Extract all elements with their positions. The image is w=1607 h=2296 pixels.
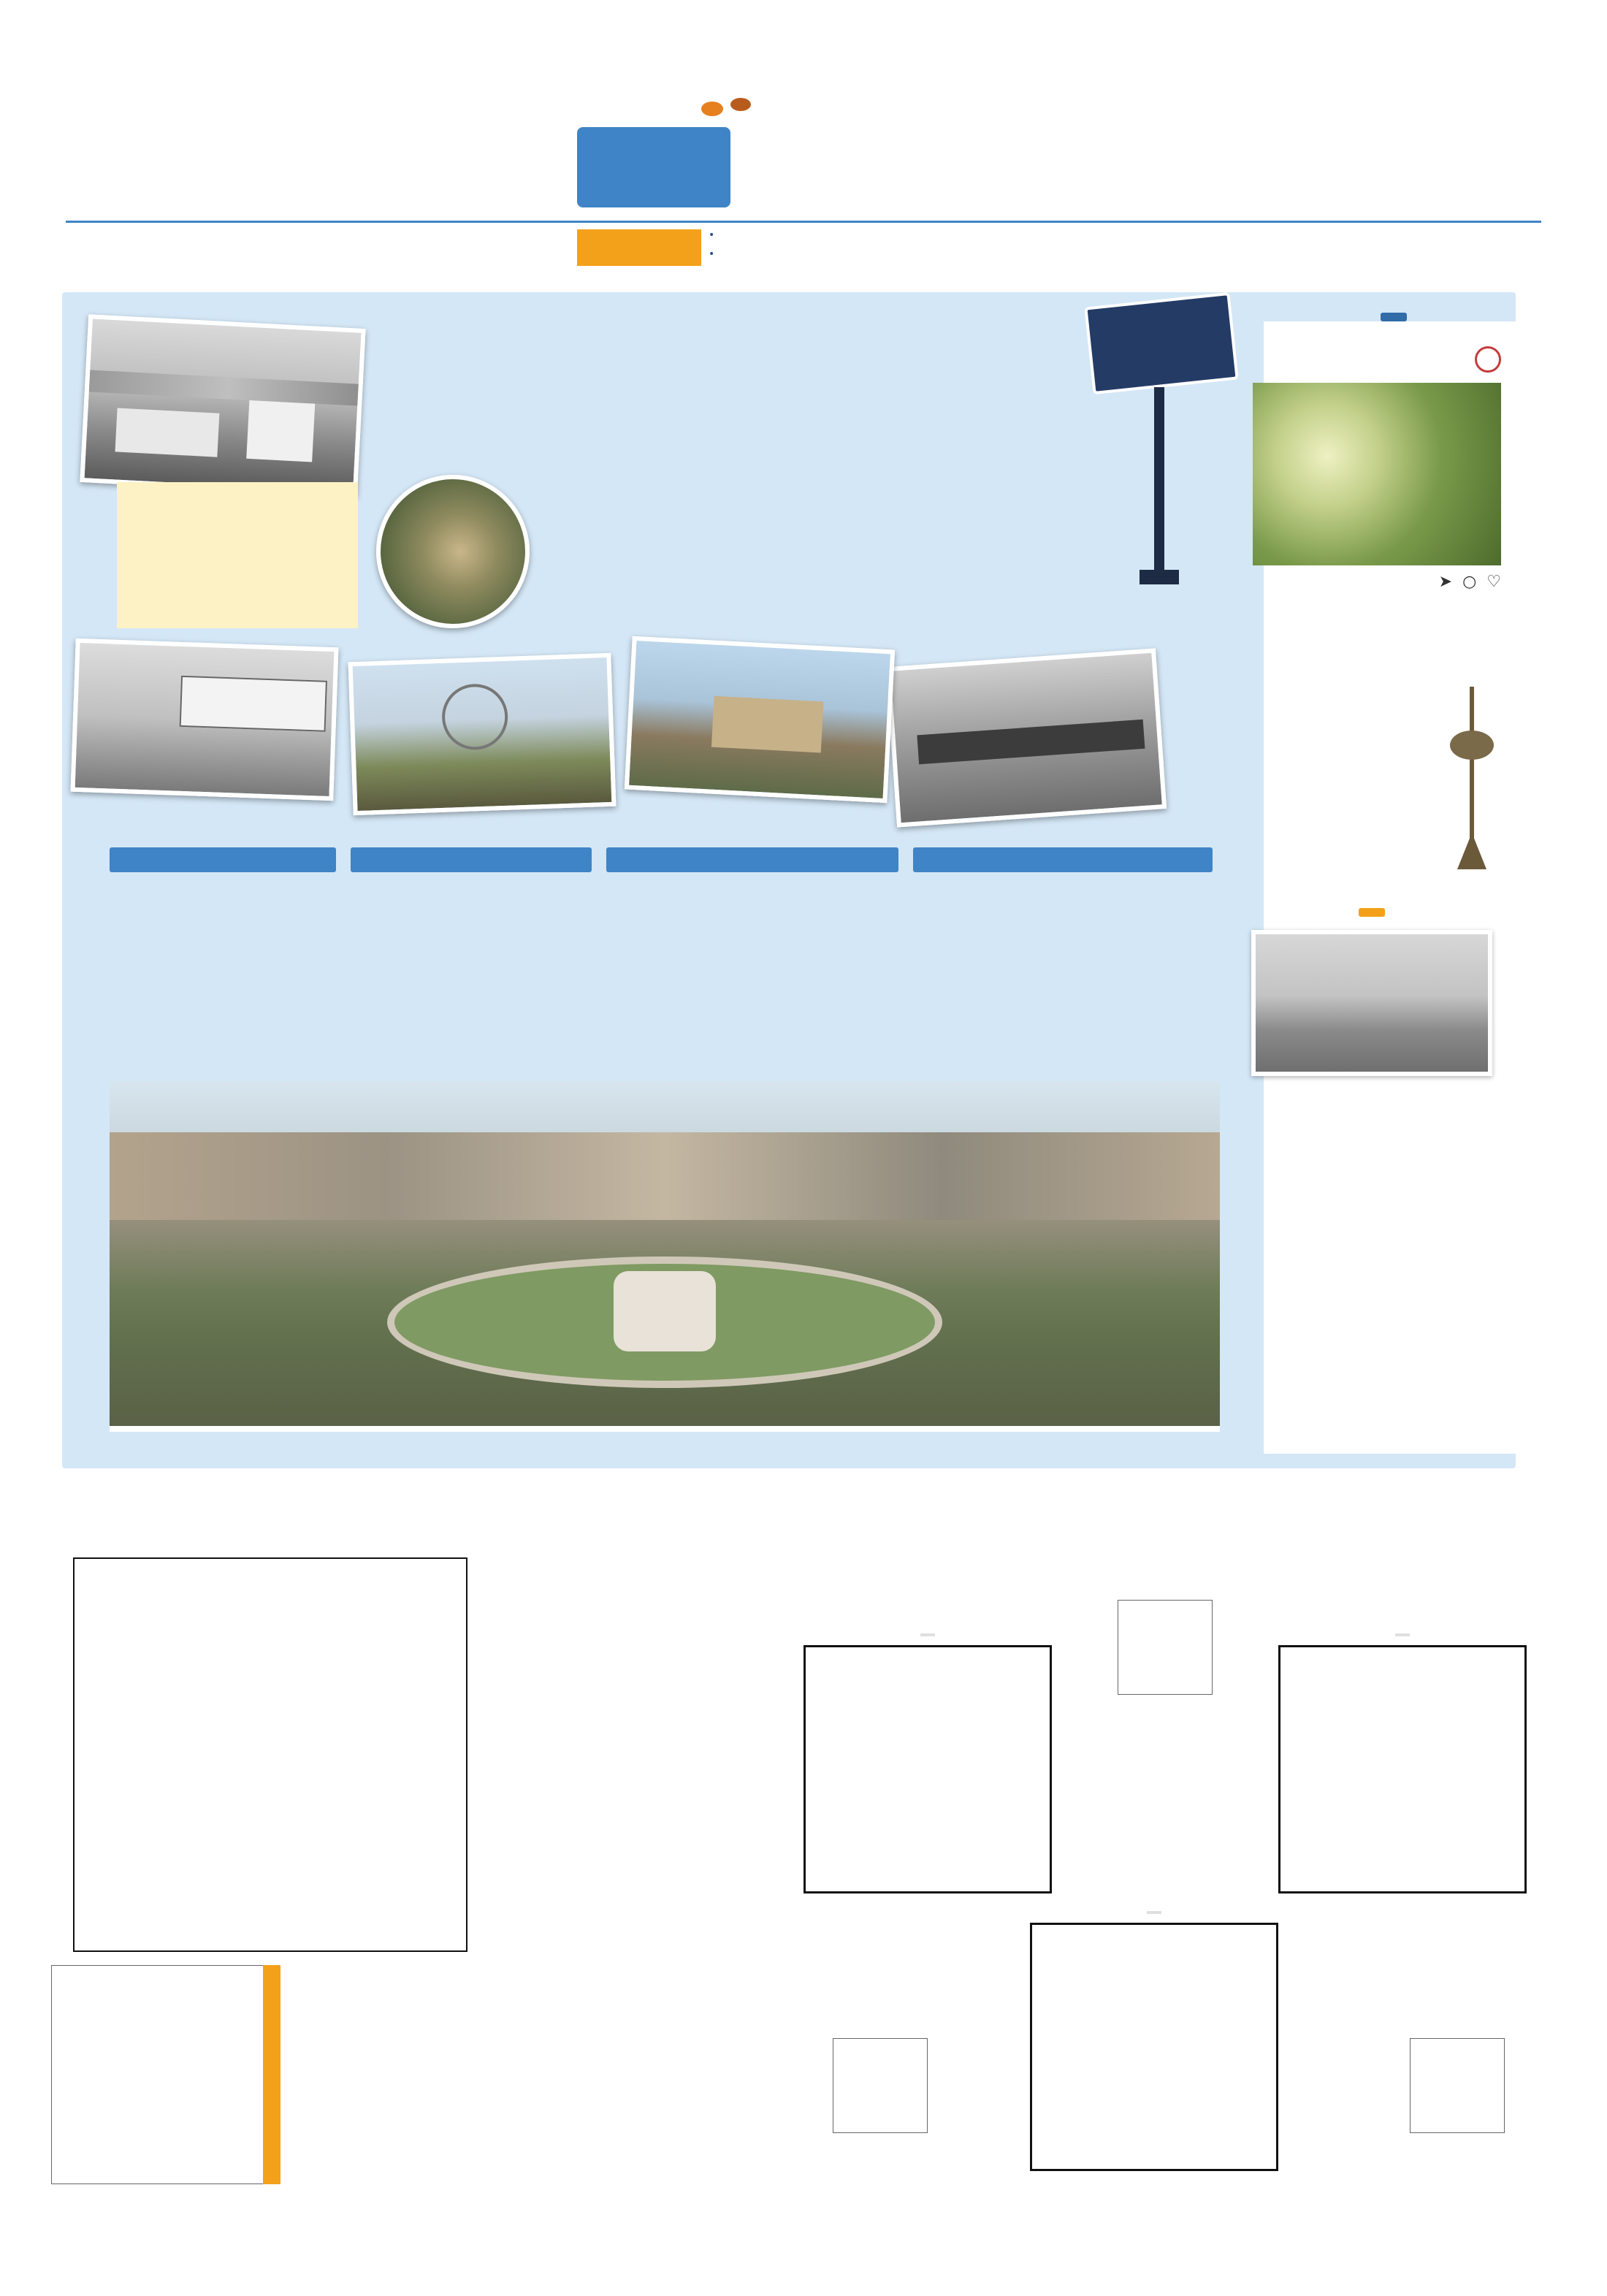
street-sign-en [1089,308,1229,323]
section-armenian [913,847,1213,880]
section-drive-in [110,847,336,880]
section-heading [351,847,592,872]
solution-label [263,1965,280,2184]
avatar [1475,346,1501,373]
tehran-old-section [1242,906,1501,1086]
tehran-old-tag [1359,908,1385,917]
street-sign [1084,292,1238,394]
solution-grid [51,1965,270,2184]
solution-thumbnail [1118,1600,1213,1695]
solution-thumbnail [1410,2038,1505,2133]
section-persepolis [606,847,898,880]
sudoku-medium[interactable] [1030,1923,1278,2171]
photo-drive-in [70,638,338,801]
masthead [66,76,1541,273]
sign-pole-base [1140,570,1179,584]
hafez-box [577,127,730,207]
honeysuckle-photo [1253,383,1501,565]
tehrangram-tag [1381,310,1407,324]
mohammadieh-photo [1251,930,1492,1076]
staff-column [299,98,424,108]
photo-luna-park [348,653,616,815]
level-label [1147,1911,1161,1914]
solution-thumbnail [833,2038,928,2133]
level-label [920,1633,935,1636]
street-sign-fa [1088,305,1228,320]
logo [701,91,1402,229]
heart-icon[interactable]: ♡ [1486,573,1501,591]
prev-solution [51,1965,270,2184]
sudoku-easy[interactable] [1278,1645,1527,1893]
section-heading [606,847,898,872]
share-icon[interactable]: ➤ [1438,573,1453,591]
section-heading [110,847,336,872]
sudoku-medium-block [1030,1903,1278,2171]
sudoku-hard-block [804,1625,1052,1893]
section-heading [913,847,1213,872]
photo-armenian [886,648,1167,827]
young-vanak-box [117,482,358,628]
aerial-photo [376,475,530,628]
masthead-divider [66,221,1541,223]
comment-icon[interactable]: ○ [1462,573,1477,591]
sudoku-easy-block [1278,1625,1527,1893]
photo-persepolis [625,636,895,804]
page-label [577,229,701,266]
sign-pole [1154,387,1164,577]
level-label [1395,1633,1410,1636]
staff-column [66,98,190,108]
old-vanak-photo [80,314,366,497]
tehrangram-label [1381,313,1407,321]
bird-icon [701,102,723,116]
staff-column [183,98,307,108]
crossword-grid[interactable] [73,1557,467,1952]
vanak-square-photo [110,1081,1220,1432]
instagram-post [1242,343,1501,597]
milad-tower-icon [1443,687,1501,869]
crossword [51,1541,467,1952]
site-links: • • [709,229,715,260]
sudoku-hard[interactable] [804,1645,1052,1893]
section-luna-park [351,847,592,880]
bird-icon [730,98,751,111]
